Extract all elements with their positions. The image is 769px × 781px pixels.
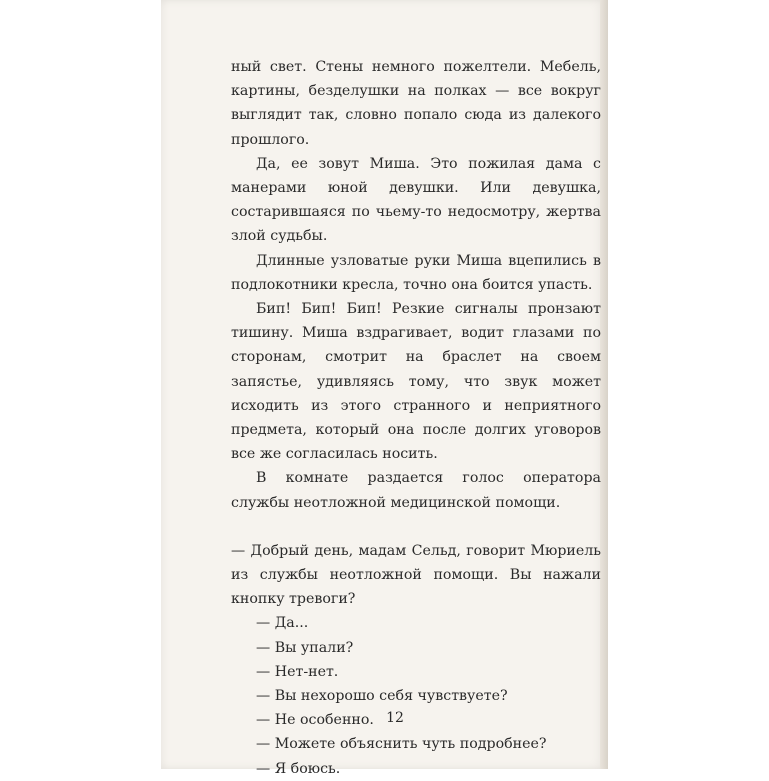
paragraph: В комнате раздается голос оператора службы неотложной медицинской помощи. xyxy=(231,470,601,511)
paragraph: Длинные узловатые руки Миша вцепились в подлокотники кресла, точно она боится упасть. xyxy=(231,252,601,293)
paragraph: Да, ее зовут Миша. Это пожилая дама с манерами юной девушки. Или девушка, состарившаяся по чьему-то недосмотру, жертва злой судьбы. xyxy=(231,155,601,245)
page-edge xyxy=(600,0,608,769)
blank-line xyxy=(231,515,601,539)
dialogue-line: — Не особенно. xyxy=(256,712,374,729)
dialogue-line: — Я боюсь. xyxy=(256,760,341,777)
dialogue-intro: — Добрый день, мадам Сельд, говорит Мюриель из службы неотложной помощи. Вы нажали кнопку тревоги? xyxy=(231,542,601,608)
dialogue-line: — Вы упали? xyxy=(256,639,354,656)
paragraph: ный свет. Стены немного пожелтели. Мебель, картины, безделушки на полках — все вокруг выглядит так, словно попало сюда из далекого прошлого. xyxy=(231,59,601,148)
paragraph: Бип! Бип! Бип! Резкие сигналы пронзают тишину. Миша вздрагивает, водит глазами по сторонам, смотрит на браслет на своем запястье, удивляясь тому, что звук может исходить из этого странного и неприятного предмета, который она после долгих уговоров все же согласилась носить. xyxy=(231,301,601,463)
page-body-text xyxy=(231,55,601,781)
page-number: 12 xyxy=(386,710,404,726)
dialogue-line: — Нет-нет. xyxy=(256,663,339,680)
dialogue-line: — Вы нехорошо себя чувствуете? xyxy=(256,688,508,705)
dialogue-line: — Да... xyxy=(256,615,309,632)
dialogue-line: — Можете объяснить чуть подробнее? xyxy=(256,736,547,753)
